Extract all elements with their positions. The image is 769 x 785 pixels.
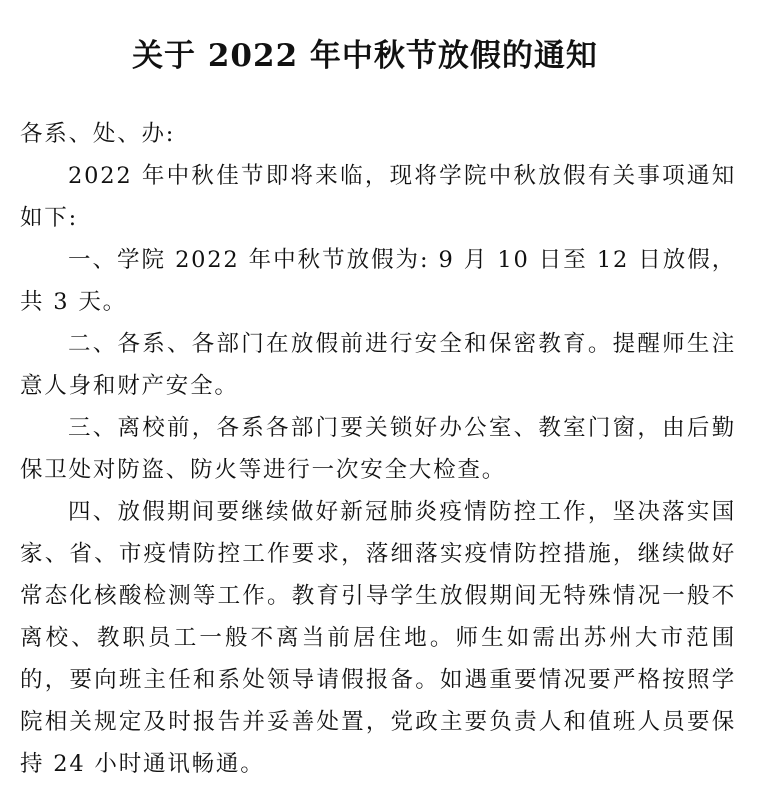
item-one-paragraph: 一、学院 2022 年中秋节放假为: 9 月 10 日至 12 日放假，共 3 天。: [20, 247, 736, 315]
item-four-paragraph: 四、放假期间要继续做好新冠肺炎疫情防控工作，坚决落实国家、省、市疫情防控工作要求，落细落实疫情防控措施，继续做好常态化核酸检测等工作。教育引导学生放假期间无特殊情况一般不离校、教职员工一般不离当前居住地。师生如需出苏州大市范围的，要向班主任和系处领导请假报备。如遇重要情况要严格按照学院相关规定及时报告并妥善处置，党政主要负责人和值班人员要保持 24 小时通讯畅通。: [20, 499, 736, 777]
item-three-paragraph: 三、离校前，各系各部门要关锁好办公室、教室门窗，由后勤保卫处对防盗、防火等进行一次安全大检查。: [20, 415, 736, 483]
intro-paragraph: 2022 年中秋佳节即将来临，现将学院中秋放假有关事项通知如下:: [20, 163, 736, 231]
notice-title: 关于 2022 年中秋节放假的通知: [132, 38, 598, 74]
salutation: 各系、处、办:: [20, 121, 176, 147]
notice-body: [20, 113, 736, 785]
item-two-paragraph: 二、各系、各部门在放假前进行安全和保密教育。提醒师生注意人身和财产安全。: [20, 331, 736, 399]
